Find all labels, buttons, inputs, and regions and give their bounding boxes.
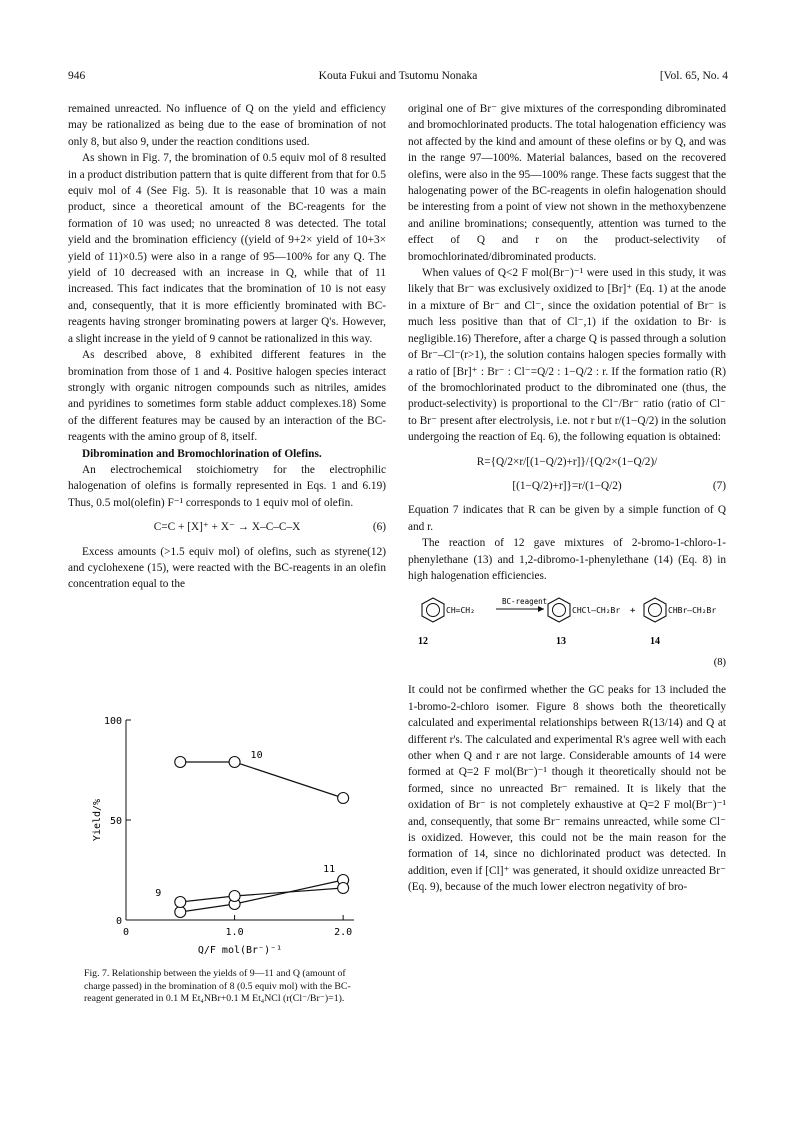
equation-number: (8)	[713, 657, 726, 669]
series-line	[180, 880, 343, 912]
equation-7-line1: R={Q/2×r/[(1−Q/2)+r]}/{Q/2×(1−Q/2)/	[476, 455, 658, 468]
right-column	[408, 101, 726, 896]
equation-6	[68, 519, 386, 535]
data-point	[229, 757, 240, 768]
page-number: 946	[68, 70, 86, 82]
x-tick-label: 0	[122, 927, 130, 938]
equation-6-body: C=C + [X]⁺ + X⁻ → X–C–C–X	[153, 521, 301, 534]
paragraph: As described above, 8 exhibited different features in the bromination from those of 1 and 4. Positive halogen species interact strongly with organic nitrogen compounds such as nitriles, amides and pyridines to sometimes form stable adduct complexes.18) Some of the different features may be caused by an interaction of the BC-reagents with the amino group of 8, itself.	[68, 349, 386, 444]
paragraph: The reaction of 12 gave mixtures of 2-bromo-1-chloro-1-phenylethane (13) and 1,2-dibromo-1-phenylethane (14) (Eq. 8) in high halogenation efficiencies.	[408, 537, 726, 582]
plot-area	[92, 716, 354, 956]
data-point	[229, 891, 240, 902]
data-point	[175, 897, 186, 908]
arrowhead-icon	[538, 606, 544, 612]
y-tick-label: 50	[109, 816, 122, 827]
reactant-group: CH=CH₂	[446, 606, 475, 616]
series-line	[180, 762, 343, 798]
data-point	[175, 907, 186, 918]
y-axis-label: Yield/%	[92, 798, 103, 842]
y-tick-label: 0	[115, 916, 122, 927]
series-label: 9	[155, 888, 162, 899]
paragraph: Excess amounts (>1.5 equiv mol) of olefins, such as styrene(12) and cyclohexene (15), were reacted with the BC-reagents in an olefin concentration equal to the	[68, 545, 386, 591]
x-tick-label: 2.0	[334, 927, 353, 938]
paragraph: original one of Br⁻ give mixtures of the corresponding dibrominated and bromochlorinated products. The total halogenation efficiency was not affected by the kind and amount of these olefins or by Q, and was in the range 97—100%. Material balances, based on the recovered olefins, were also in the 95—100% range. These facts suggest that the halogenating power of the BC-reagents in olefin halogenation should be interesting from a point of view not shown in the methoxybenzene and aniline brominations; consequently, attention was turned to the effect of Q and r on the product-selectivity of bromochlorinated/dibrominated products.	[408, 103, 726, 263]
data-point	[175, 757, 186, 768]
product-14-group: CHBr–CH₂Br	[668, 606, 717, 616]
x-axis-label: Q/F mol(Br⁻)⁻¹	[197, 945, 283, 956]
equation-number: (6)	[372, 521, 386, 534]
plus-sign: +	[630, 606, 636, 617]
equation-number: (7)	[712, 479, 726, 492]
paragraph: As shown in Fig. 7, the bromination of 0.5 equiv mol of 8 resulted in a product distribution pattern that is quite different from that for 0.5 equiv mol of 4 (See Fig. 5). It is reasonable that 10 was a main product, since a theoretical amount of the BC-reagents for the formation of 10 was used; no unreacted 8 was detected. The total yield and the bromination efficiency ((yield of 9+2× yield of 10+3× yield of 11)×0.5) were also in a range of 95—100% for any Q. The yield of 10 decreased with an increase in Q, while that of 11 increased. This fact indicates that the bromination of 10 is not easy and, consequently, that it is more efficiently brominated with BC-reagents having stronger brominating powers at larger Q's. However, a slight increase in the yield of 9 cannot be rationalized in this way.	[68, 152, 386, 345]
paragraph: remained unreacted. No influence of Q on the yield and efficiency may be rationalized as being due to the ease of bromination of not only 8, but also 9, under the reaction conditions used.	[68, 103, 386, 148]
reaction-scheme	[408, 594, 726, 674]
compound-label-13: 13	[556, 636, 566, 648]
equation-7-line2: [(1−Q/2)+r]}=r/(1−Q/2)	[512, 479, 622, 492]
benzene-ring-icon	[644, 598, 666, 622]
running-header	[68, 70, 728, 86]
figure-7-chart	[68, 710, 358, 965]
paragraph: When values of Q<2 F mol(Br⁻)⁻¹ were used in this study, it was likely that Br⁻ was exclusively oxidized to [Br]⁺ (Eq. 1) at the anode in a mixture of Br⁻ and Cl⁻, since the oxidation potential of Br⁻ is much less positive than that of Cl⁻,1) if the oxidation to Br· is negligible.16) Therefore, after a charge Q is passed through a solution of Br⁻–Cl⁻(r>1), the solution contains halogen species formally with a ratio of [Br]⁺ : Br⁻ : Cl⁻=Q/2 : 1−Q/2 : r. If the formation ratio (R) of the bromochlorinated product to the dibrominated one (thus, the product-selectivity) is proportional to the Cl⁻/Br⁻ ratio (ratio of Cl⁻ to Br⁻ present after electrolysis, i.e. not r but r/(1−Q/2) in the solution undergoing the reaction of Eq. 6), the following equation is obtained:	[408, 267, 726, 444]
data-point	[338, 883, 349, 894]
figure-caption: Fig. 7. Relationship between the yields of 9—11 and Q (amount of charge passed) in the bromination of 8 (0.5 equiv mol) with the BC-reagent generated in 0.1 M Et₄NBr+0.1 M Et₄NCl (r(Cl⁻/Br⁻)=1).	[84, 968, 351, 1005]
x-tick-label: 1.0	[225, 927, 244, 938]
series-line	[180, 888, 343, 902]
reagent-label: BC-reagent	[502, 597, 548, 607]
series-label: 11	[323, 864, 336, 875]
journal-volume: [Vol. 65, No. 4	[659, 70, 728, 82]
compound-label-14: 14	[650, 636, 660, 648]
y-tick-label: 100	[103, 716, 122, 727]
paragraph: An electrochemical stoichiometry for the electrophilic halogenation of olefins is formally represented in Eqs. 1 and 6.19) Thus, 0.5 mol(olefin) F⁻¹ corresponds to 1 equiv mol of olefin.	[68, 463, 386, 509]
data-point	[338, 793, 349, 804]
paragraph: Equation 7 indicates that R can be given by a simple function of Q and r.	[408, 504, 726, 533]
series-label: 10	[250, 750, 263, 761]
equation-7	[408, 478, 726, 494]
paragraph: It could not be confirmed whether the GC peaks for 13 included the 1-bromo-2-chloro isomer. Figure 8 shows both the theoretically calculated and experimental relationships between R(13/14) and Q at different r's. The calculated and experimental R's agree well with each other when Q and r are not large. Considerable amounts of 14 were formed at Q=2 F mol(Br⁻)⁻¹ though it theoretically should not be formed, since no unreacted Br⁻ remained. It is likely that the oxidation of Br⁻ is not completely exhaustive at Q=2 F mol(Br⁻)⁻¹ and, consequently, that some Br⁻ remains unreacted, while some Cl⁻ is oxidized. However, this could not be the main reason for the formation of 14, since no dichlorinated product was detected. In addition, even if [Cl]⁺ was generated, it should oxidize unreacted Br⁻ (Eq. 9), because of the much lower electron negativity of bro-	[408, 684, 726, 894]
product-13-group: CHCl–CH₂Br	[572, 606, 621, 616]
section-heading: Dibromination and Bromochlorination of Olefins.	[82, 447, 322, 460]
benzene-ring-icon	[422, 598, 444, 622]
running-authors: Kouta Fukui and Tsutomu Nonaka	[318, 70, 478, 82]
compound-label-12: 12	[418, 636, 428, 648]
benzene-ring-icon	[548, 598, 570, 622]
left-column	[68, 101, 386, 593]
